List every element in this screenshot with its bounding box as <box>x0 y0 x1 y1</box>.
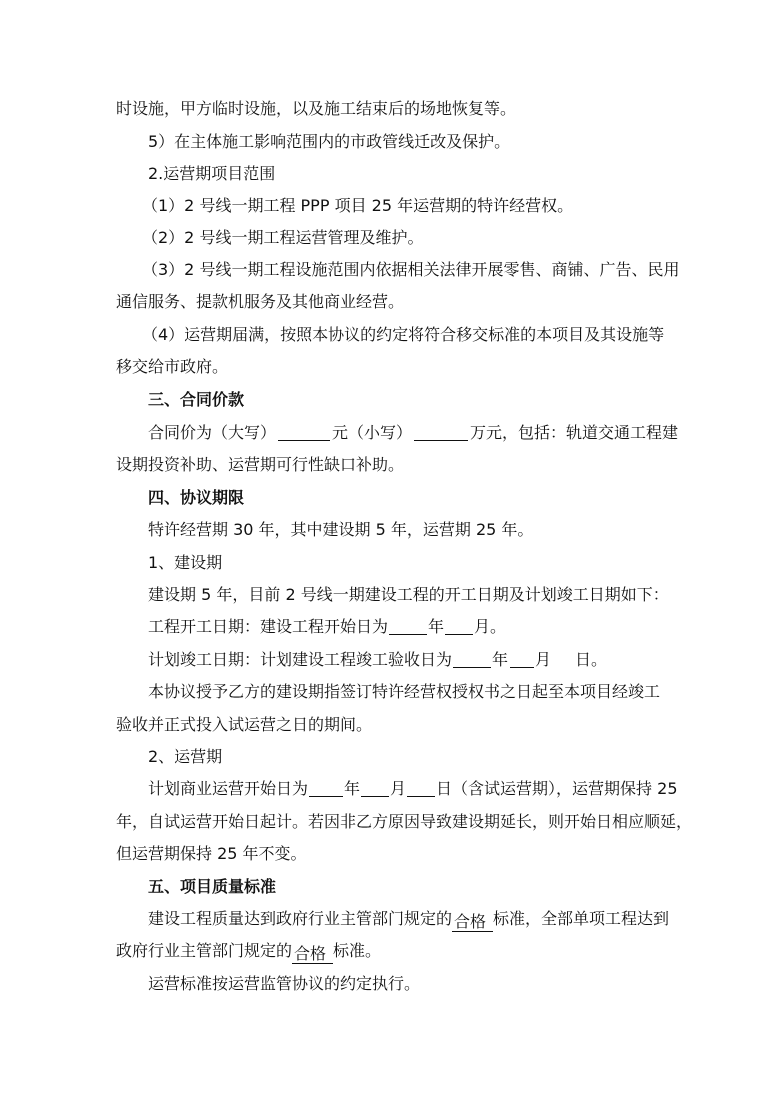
paragraph-text: 但运营期保持 25 年不变。 <box>116 844 307 863</box>
text-line <box>0 157 774 191</box>
paragraph-text: 月 <box>535 650 552 669</box>
subsection-title: 1、建设期 <box>148 553 223 572</box>
paragraph-text: 日（含试运营期），运营期保持 25 <box>436 779 678 798</box>
list-item-text: 移交给市政府。 <box>116 357 229 376</box>
paragraph-text: 政府行业主管部门规定的 <box>116 941 293 960</box>
text-line <box>0 350 774 384</box>
paragraph-text: 运营标准按运营监管协议的约定执行。 <box>148 974 421 993</box>
section-heading-term <box>0 481 774 515</box>
text-line <box>0 610 774 644</box>
paragraph-text: 年，自试运营开始日起计。若因非乙方原因导致建设期延长，则开始日相应顺延， <box>116 812 693 831</box>
paragraph-text: 元（小写） <box>332 423 413 442</box>
paragraph-text: 合同价为（大写） <box>148 423 277 442</box>
subsection-title: 2.运营期项目范围 <box>148 164 276 183</box>
blank-operation-month[interactable] <box>361 778 389 797</box>
paragraph-text: 万元，包括：轨道交通工程建 <box>470 423 679 442</box>
paragraph-text: 时设施，甲方临时设施，以及施工结束后的场地恢复等。 <box>116 99 517 118</box>
blank-start-month[interactable] <box>445 616 473 635</box>
text-line <box>0 967 774 1001</box>
text-line <box>0 253 774 287</box>
text-line <box>0 189 774 223</box>
paragraph-text: 日。 <box>575 650 608 669</box>
text-line <box>0 546 774 580</box>
blank-operation-day[interactable] <box>407 778 435 797</box>
paragraph-text: 特许经营期 30 年，其中建设期 5 年，运营期 25 年。 <box>148 520 534 539</box>
paragraph-text: 年 <box>344 779 361 798</box>
section-title: 五、项目质量标准 <box>148 877 277 896</box>
text-line <box>0 837 774 871</box>
blank-completion-year[interactable] <box>453 649 491 668</box>
paragraph-text: 年 <box>492 650 509 669</box>
paragraph-text: 计划竣工日期：计划建设工程竣工验收日为 <box>148 650 453 669</box>
text-line <box>0 285 774 319</box>
paragraph-text: 设期投资补助、运营期可行性缺口补助。 <box>116 455 405 474</box>
filled-quality-standard[interactable]: 合格 <box>292 945 333 964</box>
paragraph-text: 验收并正式投入试运营之日的期间。 <box>116 715 373 734</box>
blank-operation-year[interactable] <box>309 778 343 797</box>
section-heading-contract-price <box>0 383 774 417</box>
paragraph-text: 月 <box>390 779 407 798</box>
text-line <box>0 643 774 677</box>
text-line <box>0 448 774 482</box>
text-line <box>0 318 774 352</box>
text-line <box>0 772 774 806</box>
text-line <box>0 708 774 742</box>
text-line <box>0 221 774 255</box>
paragraph-text: 本协议授予乙方的建设期指签订特许经营权授权书之日起至本项目经竣工 <box>148 682 661 701</box>
blank-amount-figures[interactable] <box>414 422 468 441</box>
text-line <box>0 513 774 547</box>
paragraph-text: 计划商业运营开始日为 <box>148 779 309 798</box>
list-item-text: （4）运营期届满，按照本协议的约定将符合移交标准的本项目及其设施等 <box>142 325 665 344</box>
paragraph-text: 建设期 5 年，目前 2 号线一期建设工程的开工日期及计划竣工日期如下： <box>148 585 669 604</box>
text-line <box>0 902 774 936</box>
paragraph-text: 年 <box>428 617 445 636</box>
text-line <box>0 934 774 968</box>
text-line <box>0 675 774 709</box>
blank-amount-words[interactable] <box>278 422 330 441</box>
section-heading-quality <box>0 870 774 904</box>
list-item-text: 5）在主体施工影响范围内的市政管线迁改及保护。 <box>148 132 511 151</box>
blank-completion-month[interactable] <box>510 649 534 668</box>
paragraph-text: 标准，全部单项工程达到 <box>493 909 670 928</box>
filled-quality-standard[interactable]: 合格 <box>452 913 493 932</box>
list-item-text: （3）2 号线一期工程设施范围内依据相关法律开展零售、商铺、广告、民用 <box>142 260 680 279</box>
text-line <box>0 416 774 450</box>
text-line <box>0 125 774 159</box>
text-line <box>0 805 774 839</box>
paragraph-text: 月。 <box>474 617 507 636</box>
list-item-text: 通信服务、提款机服务及其他商业经营。 <box>116 292 405 311</box>
subsection-title: 2、运营期 <box>148 747 223 766</box>
blank-start-year[interactable] <box>389 616 427 635</box>
list-item-text: （1）2 号线一期工程 PPP 项目 25 年运营期的特许经营权。 <box>142 196 574 215</box>
section-title: 四、协议期限 <box>148 488 245 507</box>
list-item-text: （2）2 号线一期工程运营管理及维护。 <box>142 228 424 247</box>
text-line <box>0 92 774 126</box>
section-title: 三、合同价款 <box>148 390 245 409</box>
paragraph-text: 工程开工日期：建设工程开始日为 <box>148 617 389 636</box>
paragraph-text: 标准。 <box>333 941 382 960</box>
paragraph-text: 建设工程质量达到政府行业主管部门规定的 <box>148 909 453 928</box>
text-line <box>0 578 774 612</box>
text-line <box>0 740 774 774</box>
